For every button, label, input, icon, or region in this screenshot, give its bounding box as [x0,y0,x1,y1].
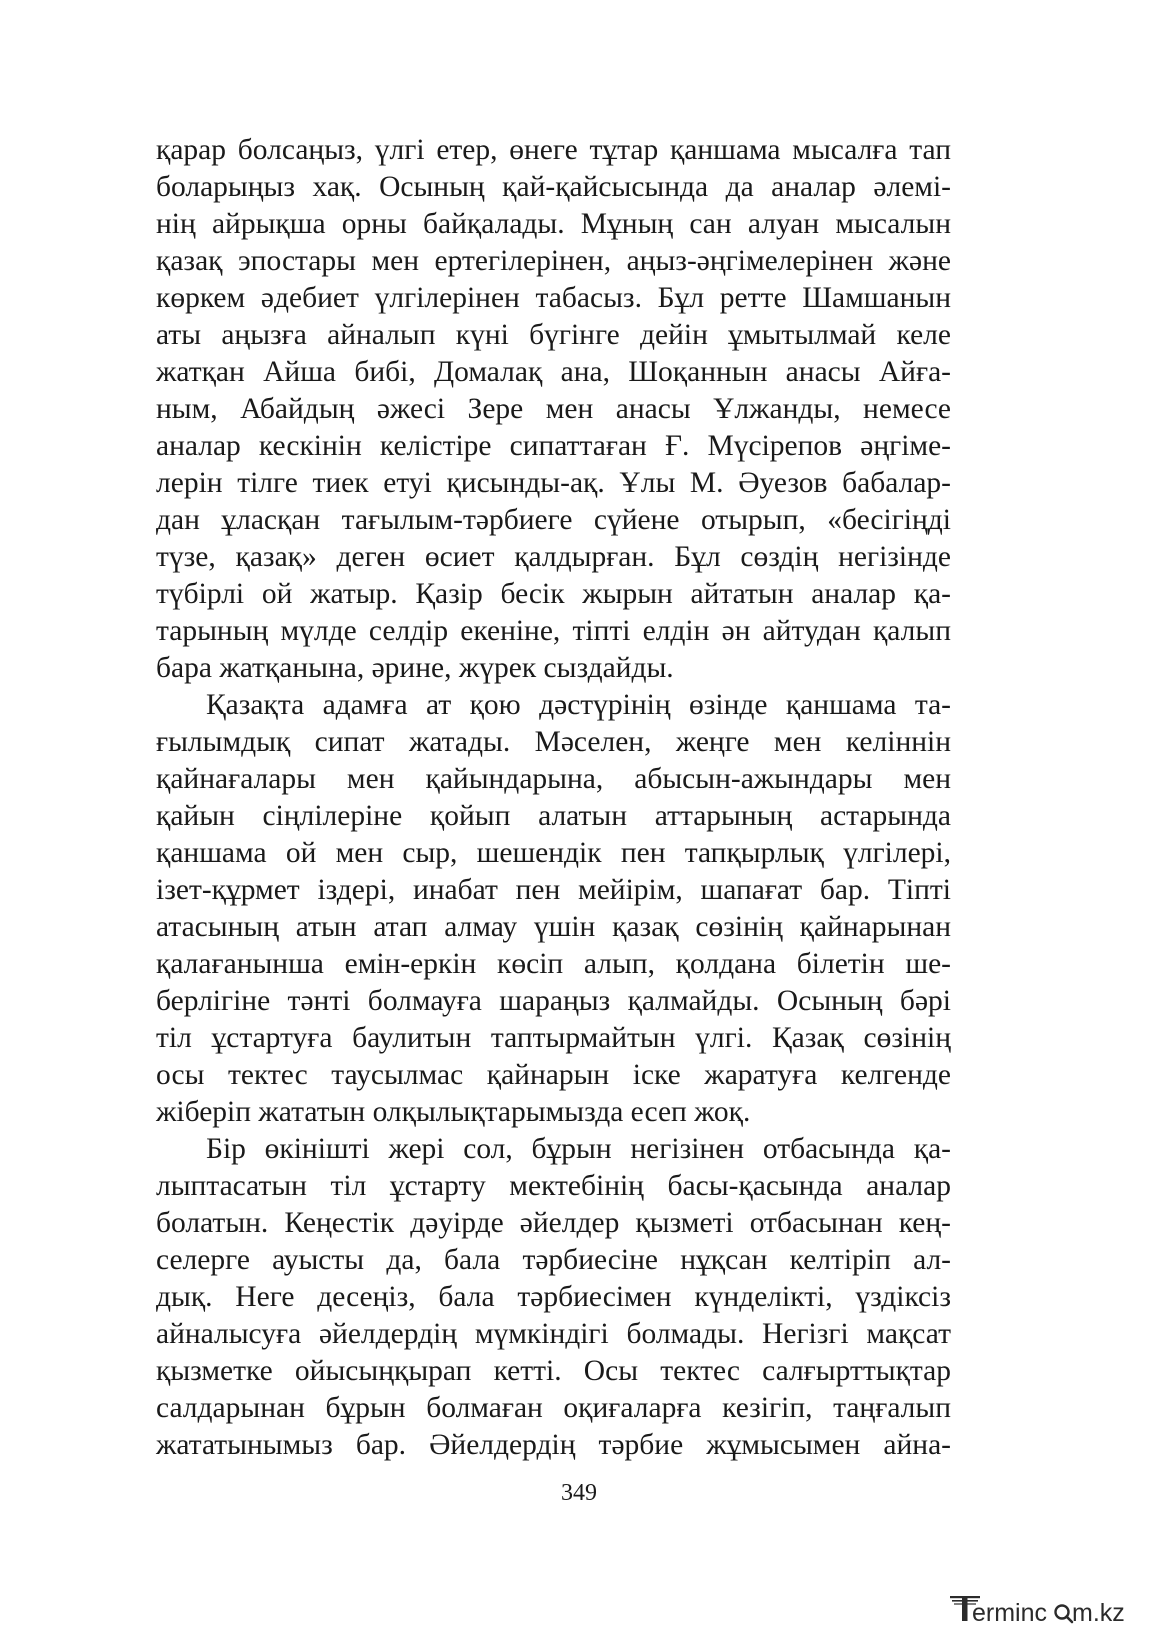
text-line: ным, Абайдың әжесі Зере мен анасы Ұлжанды, немесе [156,393,951,425]
text-line: түбірлі ой жатыр. Қазір бесік жырын айтатын аналар қа- [156,578,951,610]
text-line: қарар болсаңыз, үлгі етер, өнеге тұтар қаншама мысалға тап [156,134,951,166]
text-line: жататынымыз бар. Әйелдердің тәрбие жұмысымен айна- [156,1429,951,1461]
text-line: салдарынан бұрын болмаған оқиғаларға кезігіп, таңғалып [156,1392,951,1424]
page-number: 349 [561,1480,597,1506]
text-line: селерге ауысты да, бала тәрбиесіне нұқсан келтіріп ал- [156,1244,951,1276]
page-body [156,132,951,1464]
text-line: жатқан Айша бибі, Домалақ ана, Шоқаннын анасы Айға- [156,356,951,388]
text-line: түзе, қазақ» деген өсиет қалдырған. Бұл сөздің негізінде [156,541,951,573]
text-line: дан ұласқан тағылым-тәрбиеге сүйене отырып, «бесігіңді [156,504,951,536]
text-line: осы тектес таусылмас қайнарын іске жаратуға келгенде [156,1059,951,1091]
text-line: тіл ұстартуға баулитын таптырмайтын үлгі. Қазақ сөзінің [156,1022,951,1054]
paragraph-3 [156,1131,951,1464]
text-line: болатын. Кеңестік дәуірде әйелдер қызметі отбасынан кең- [156,1207,951,1239]
text-line: Бір өкінішті жері сол, бұрын негізінен отбасында қа- [206,1133,951,1165]
text-line: боларыңыз хақ. Осының қай-қайсысында да аналар әлемі- [156,171,951,203]
text-line: қазақ эпостары мен ертегілерінен, аңыз-әңгімелерінен және [156,245,951,277]
text-line: қалағанынша емін-еркін көсіп алып, қолдана білетін ше- [156,948,951,980]
svg-text:m.kz: m.kz [1072,1599,1125,1627]
text-line: атасының атын атап алмау үшін қазақ сөзінің қайнарынан [156,911,951,943]
text-line: айналысуға әйелдердің мүмкіндігі болмады. Негізгі мақсат [156,1318,951,1350]
text-line: дық. Неге десеңіз, бала тәрбиесімен күнделікті, үздіксіз [156,1281,951,1313]
text-line: ғылымдық сипат жатады. Мәселен, жеңге мен келіннін [156,726,951,758]
text-line: жіберіп жататын олқылықтарымызда есеп жоқ. [156,1096,751,1128]
text-line: бара жатқанына, әрине, жүрек сыздайды. [156,652,674,684]
text-line: қаншама ой мен сыр, шешендік пен тапқырлық үлгілері, [156,837,951,869]
text-line: лерін тілге тиек етуі қисынды-ақ. Ұлы М. Әуезов бабалар- [156,467,951,499]
text-line: аты аңызға айналып күні бүгінге дейін ұмытылмай келе [156,319,951,351]
text-line: Қазақта адамға ат қою дәстүрінің өзінде қаншама та- [206,689,951,721]
text-line: ізет-құрмет іздері, инабат пен мейірім, шапағат бар. Тіпті [156,874,951,906]
paragraph-1 [156,132,951,687]
text-line: қызметке ойысыңқырап кетті. Осы тектес салғырттықтар [156,1355,951,1387]
text-line: қайнағалары мен қайындарына, абысын-ажындары мен [156,763,951,795]
text-line: лыптасатын тіл ұстарту мектебінің басы-қасында аналар [156,1170,951,1202]
text-line: нің айрықша орны байқалады. Мұның сан алуан мысалын [156,208,951,240]
text-line: қайын сіңлілеріне қойып алатын аттарының астарында [156,800,951,832]
text-line: көркем әдебиет үлгілерінен табасыз. Бұл ретте Шамшанын [156,282,951,314]
text-line: берлігіне тәнті болмауға шараңыз қалмайды. Осының бәрі [156,985,951,1017]
text-line: аналар кескінін келістіре сипаттаған Ғ. Мүсірепов әңгіме- [156,430,951,462]
text-line: тарының мүлде селдір екеніне, тіпті елдін ән айтудан қалып [156,615,951,647]
termincom-logo-icon [948,1591,1144,1627]
paragraph-2 [156,687,951,1131]
svg-text:erminc: erminc [972,1599,1048,1627]
